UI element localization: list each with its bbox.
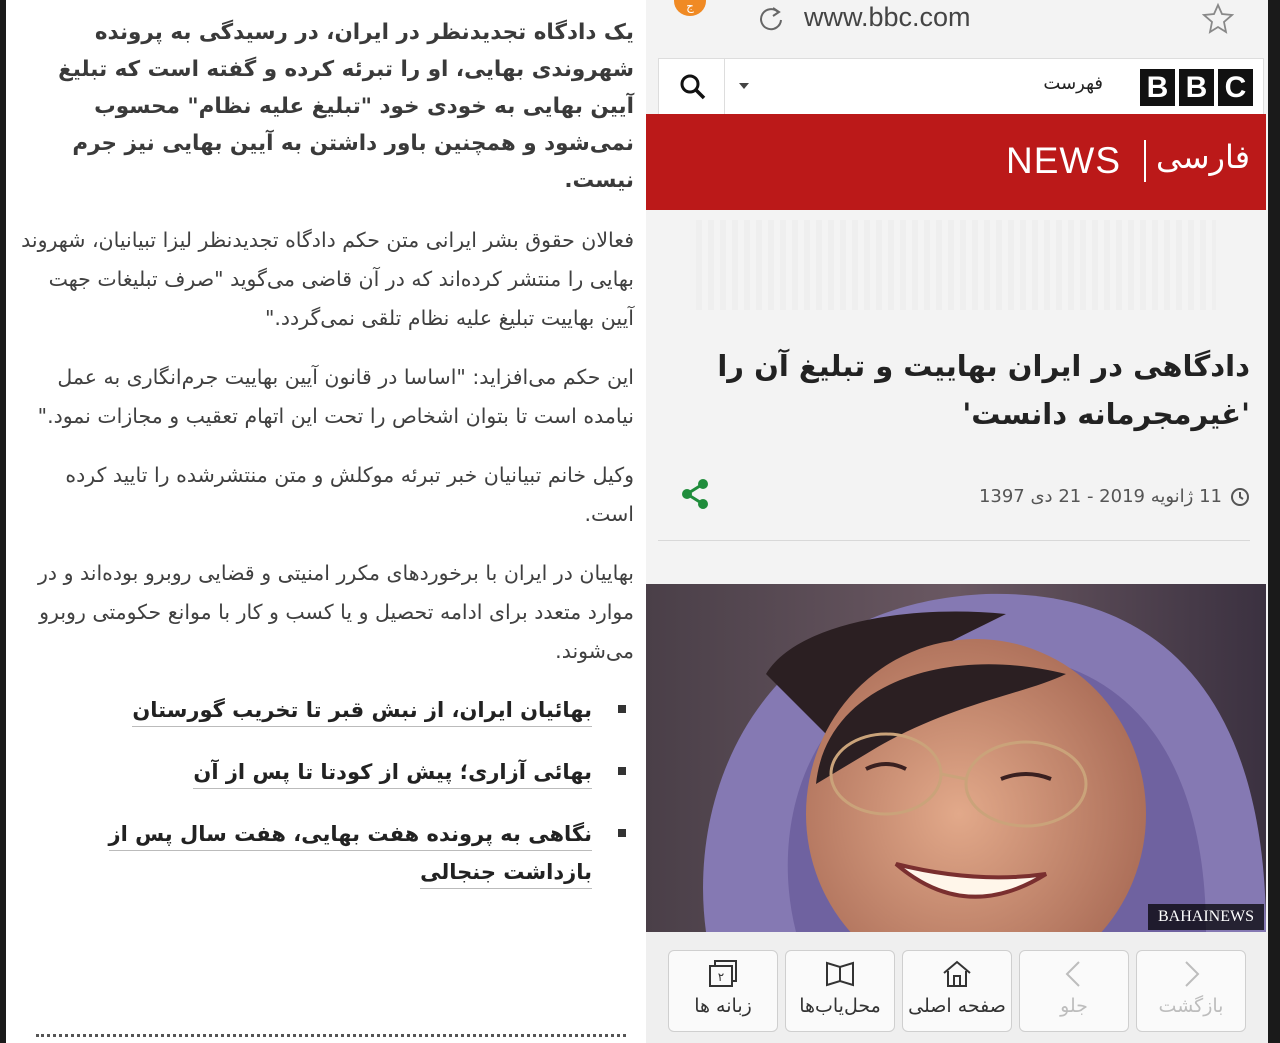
portrait-image [646,584,1266,932]
chevron-down-icon[interactable] [739,83,749,89]
home-button[interactable] [902,950,1012,1032]
logo-letter: B [1140,69,1175,106]
menu-button[interactable]: فهرست [1043,73,1103,94]
ad-placeholder [696,220,1216,310]
article-photo [646,584,1266,932]
bookmarks-label: محل‌یاب‌ها [799,995,881,1017]
news-label[interactable]: NEWS [1006,140,1121,181]
back-label: بازگشت [1158,995,1224,1017]
mobile-browser [646,0,1268,1043]
bookmark-star-icon[interactable] [1202,2,1234,34]
bullet-icon [618,829,626,837]
search-button[interactable] [659,59,725,115]
home-icon [940,957,974,991]
section-banner [646,114,1266,210]
bullet-icon [618,767,626,775]
reload-icon[interactable] [756,4,786,34]
related-link-item [14,753,634,791]
photo-credit: BAHAINEWS [1148,904,1264,930]
article-lead: یک دادگاه تجدیدنظر در ایران، در رسیدگی به پرونده شهروندی بهایی، او را تبرئه کرده و گفته است که تبلیغ آیین بهایی به خودی خود "تبلیغ علیه نظام" محسوب نمی‌شود و همچنین باور داشتن به آیین بهایی نیز جرم نیست. [58,20,634,193]
share-icon[interactable] [680,478,710,510]
bbc-logo[interactable] [1140,69,1253,106]
related-link[interactable]: بهائیان ایران، از نبش قبر تا تخریب گورستان [132,698,592,727]
tabs-button[interactable] [668,950,778,1032]
logo-letter: C [1218,69,1253,106]
url-text[interactable]: www.bbc.com [804,2,971,32]
extension-badge[interactable]: ج [674,0,706,16]
tabs-count: ۲ [717,970,725,984]
article-header [646,210,1266,580]
divider [658,540,1250,541]
related-link-item [14,815,634,891]
chevron-right-icon [1174,957,1208,991]
forward-label: جلو [1060,995,1088,1017]
article-text-panel [6,0,646,1043]
cutoff-text-line [36,1034,626,1043]
back-button[interactable] [1136,950,1246,1032]
tabs-label: زبانه ها [694,995,752,1017]
address-bar [646,0,1268,56]
clock-icon [1230,487,1250,507]
date-text: 11 ژانویه 2019 - 21 دی 1397 [978,486,1222,507]
article-paragraph: فعالان حقوق بشر ایرانی متن حکم دادگاه تجدیدنظر لیزا تبیانیان، شهروند بهایی را منتشر کرده‌اند که در آن قاضی می‌گوید "صرف تبلیغات جهت آیین بهاییت تبلیغ علیه نظام تلقی نمی‌گردد." [21,228,634,330]
search-icon [679,73,707,101]
article-paragraph: این حکم می‌افزاید: "اساسا در قانون آیین بهاییت جرم‌انگاری به عمل نیامده است تا بتوان اشخاص را تحت این اتهام تعقیب و مجازات نمود." [37,365,634,428]
bbc-header [658,58,1264,114]
related-link[interactable]: نگاهی به پرونده هفت بهایی، هفت سال پس از بازداشت جنجالی [109,822,592,889]
chevron-left-icon [1057,957,1091,991]
persian-label[interactable]: فارسی [1156,138,1250,176]
article-headline: دادگاهی در ایران بهاییت و تبلیغ آن را 'غیرمجرمانه دانست' [717,349,1250,431]
divider [1144,140,1146,182]
article-paragraph: بهاییان در ایران با برخوردهای مکرر امنیتی و قضایی روبرو بوده‌اند و در موارد متعدد برای ادامه تحصیل و یا کسب و کار با موانع حکومتی روبرو می‌شوند. [38,561,634,663]
bookmarks-button[interactable] [785,950,895,1032]
bottom-toolbar [646,932,1268,1043]
home-label: صفحه اصلی [908,995,1006,1017]
article-paragraph: وکیل خانم تبیانیان خبر تبرئه موکلش و متن منتشرشده را تایید کرده است. [65,463,634,526]
related-links-list [14,691,634,891]
forward-button[interactable] [1019,950,1129,1032]
article-date [979,486,1250,507]
tabs-icon [706,957,740,991]
related-link-item [14,691,634,729]
logo-letter: B [1179,69,1214,106]
book-icon [823,957,857,991]
related-link[interactable]: بهائی آزاری؛ پیش از کودتا تا پس از آن [193,760,592,789]
bullet-icon [618,705,626,713]
